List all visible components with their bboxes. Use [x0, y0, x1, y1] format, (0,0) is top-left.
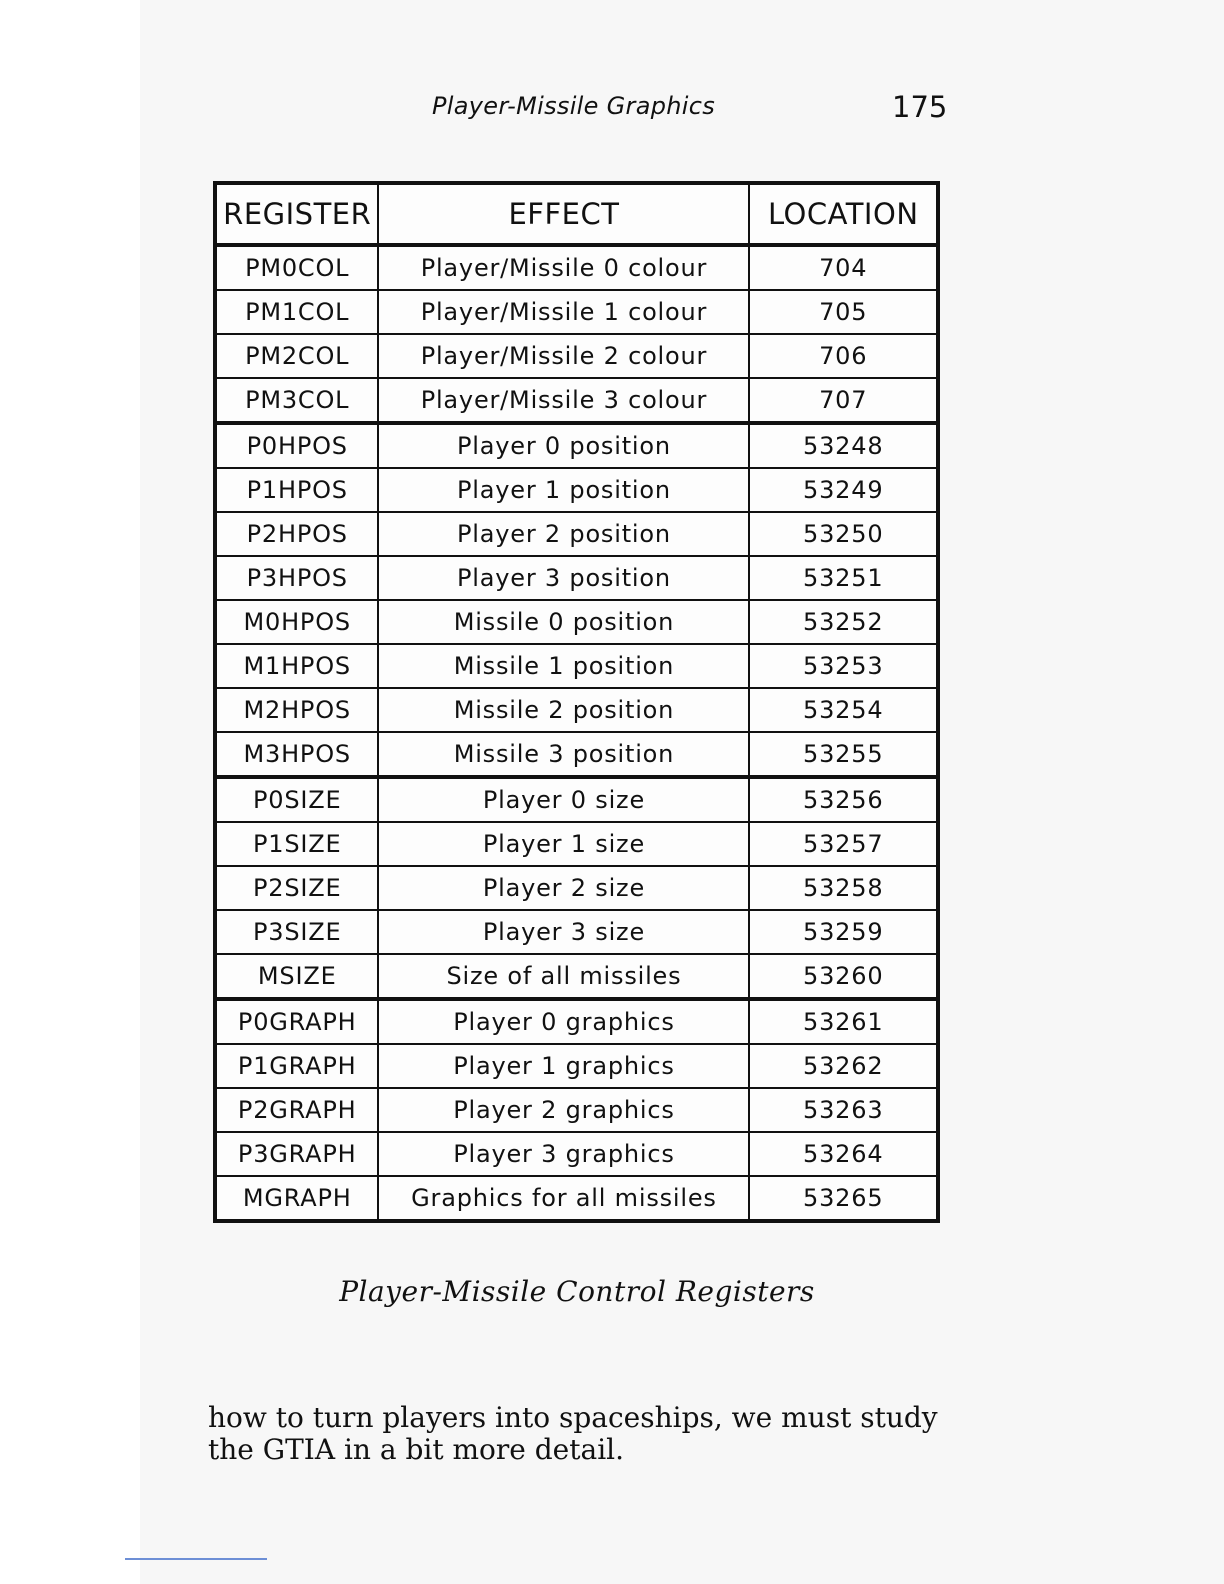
- running-head: Player-Missile Graphics: [432, 92, 716, 120]
- table-row: [215, 910, 938, 954]
- register-cell: P1SIZE: [215, 822, 378, 866]
- register-cell: PM1COL: [215, 290, 378, 334]
- effect-cell: Player 3 position: [378, 556, 749, 600]
- effect-cell: Player 2 graphics: [378, 1088, 749, 1132]
- location-cell: 53256: [749, 777, 938, 822]
- table-row: [215, 423, 938, 468]
- table-row: [215, 1044, 938, 1088]
- column-header-location: LOCATION: [749, 183, 938, 245]
- location-cell: 53258: [749, 866, 938, 910]
- location-cell: 53262: [749, 1044, 938, 1088]
- table-row: [215, 777, 938, 822]
- table-row: [215, 866, 938, 910]
- table-row: [215, 999, 938, 1044]
- effect-cell: Player/Missile 0 colour: [378, 245, 749, 290]
- register-cell: P3SIZE: [215, 910, 378, 954]
- effect-cell: Player 2 size: [378, 866, 749, 910]
- effect-cell: Player 2 position: [378, 512, 749, 556]
- register-cell: P0GRAPH: [215, 999, 378, 1044]
- register-cell: M1HPOS: [215, 644, 378, 688]
- table-row: [215, 644, 938, 688]
- register-cell: M0HPOS: [215, 600, 378, 644]
- table-header-row: [215, 183, 938, 245]
- location-cell: 53253: [749, 644, 938, 688]
- location-cell: 53250: [749, 512, 938, 556]
- location-cell: 53248: [749, 423, 938, 468]
- effect-cell: Graphics for all missiles: [378, 1176, 749, 1221]
- effect-cell: Player/Missile 3 colour: [378, 378, 749, 423]
- location-cell: 53255: [749, 732, 938, 777]
- table-row: [215, 822, 938, 866]
- body-line: the GTIA in a bit more detail.: [208, 1433, 625, 1466]
- effect-cell: Player 1 position: [378, 468, 749, 512]
- register-table: [213, 181, 940, 1223]
- table-row: [215, 1132, 938, 1176]
- register-cell: P2SIZE: [215, 866, 378, 910]
- table-row: [215, 468, 938, 512]
- column-header-register: REGISTER: [215, 183, 378, 245]
- register-cell: PM3COL: [215, 378, 378, 423]
- table-caption: Player-Missile Control Registers: [339, 1275, 815, 1308]
- register-cell: PM2COL: [215, 334, 378, 378]
- register-cell: MSIZE: [215, 954, 378, 999]
- location-cell: 704: [749, 245, 938, 290]
- effect-cell: Player 0 graphics: [378, 999, 749, 1044]
- effect-cell: Player 0 position: [378, 423, 749, 468]
- table-row: [215, 732, 938, 777]
- table-row: [215, 378, 938, 423]
- register-cell: P0SIZE: [215, 777, 378, 822]
- location-cell: 705: [749, 290, 938, 334]
- register-cell: P1HPOS: [215, 468, 378, 512]
- effect-cell: Player 0 size: [378, 777, 749, 822]
- location-cell: 53249: [749, 468, 938, 512]
- location-cell: 53252: [749, 600, 938, 644]
- register-cell: P3GRAPH: [215, 1132, 378, 1176]
- register-cell: PM0COL: [215, 245, 378, 290]
- location-cell: 706: [749, 334, 938, 378]
- register-cell: M2HPOS: [215, 688, 378, 732]
- location-cell: 53259: [749, 910, 938, 954]
- register-cell: MGRAPH: [215, 1176, 378, 1221]
- effect-cell: Player 1 graphics: [378, 1044, 749, 1088]
- location-cell: 53254: [749, 688, 938, 732]
- body-line: how to turn players into spaceships, we must study: [208, 1401, 938, 1434]
- effect-cell: Size of all missiles: [378, 954, 749, 999]
- effect-cell: Player/Missile 1 colour: [378, 290, 749, 334]
- effect-cell: Player 1 size: [378, 822, 749, 866]
- effect-cell: Missile 2 position: [378, 688, 749, 732]
- table-row: [215, 1176, 938, 1221]
- register-cell: P2GRAPH: [215, 1088, 378, 1132]
- location-cell: 707: [749, 378, 938, 423]
- location-cell: 53257: [749, 822, 938, 866]
- table-body: [215, 245, 938, 1221]
- page-number: 175: [892, 90, 948, 124]
- effect-cell: Missile 0 position: [378, 600, 749, 644]
- location-cell: 53260: [749, 954, 938, 999]
- table-row: [215, 688, 938, 732]
- register-cell: P2HPOS: [215, 512, 378, 556]
- location-cell: 53264: [749, 1132, 938, 1176]
- table-row: [215, 600, 938, 644]
- register-cell: M3HPOS: [215, 732, 378, 777]
- effect-cell: Player/Missile 2 colour: [378, 334, 749, 378]
- location-cell: 53261: [749, 999, 938, 1044]
- table-row: [215, 245, 938, 290]
- register-cell: P3HPOS: [215, 556, 378, 600]
- register-cell: P1GRAPH: [215, 1044, 378, 1088]
- table-row: [215, 334, 938, 378]
- body-paragraph: [208, 1402, 968, 1466]
- table-row: [215, 512, 938, 556]
- table-row: [215, 556, 938, 600]
- table-row: [215, 290, 938, 334]
- effect-cell: Player 3 graphics: [378, 1132, 749, 1176]
- register-cell: P0HPOS: [215, 423, 378, 468]
- location-cell: 53263: [749, 1088, 938, 1132]
- table-row: [215, 1088, 938, 1132]
- table-row: [215, 954, 938, 999]
- column-header-effect: EFFECT: [378, 183, 749, 245]
- effect-cell: Missile 1 position: [378, 644, 749, 688]
- location-cell: 53265: [749, 1176, 938, 1221]
- location-cell: 53251: [749, 556, 938, 600]
- effect-cell: Player 3 size: [378, 910, 749, 954]
- scan-artifact-line: [125, 1558, 267, 1560]
- effect-cell: Missile 3 position: [378, 732, 749, 777]
